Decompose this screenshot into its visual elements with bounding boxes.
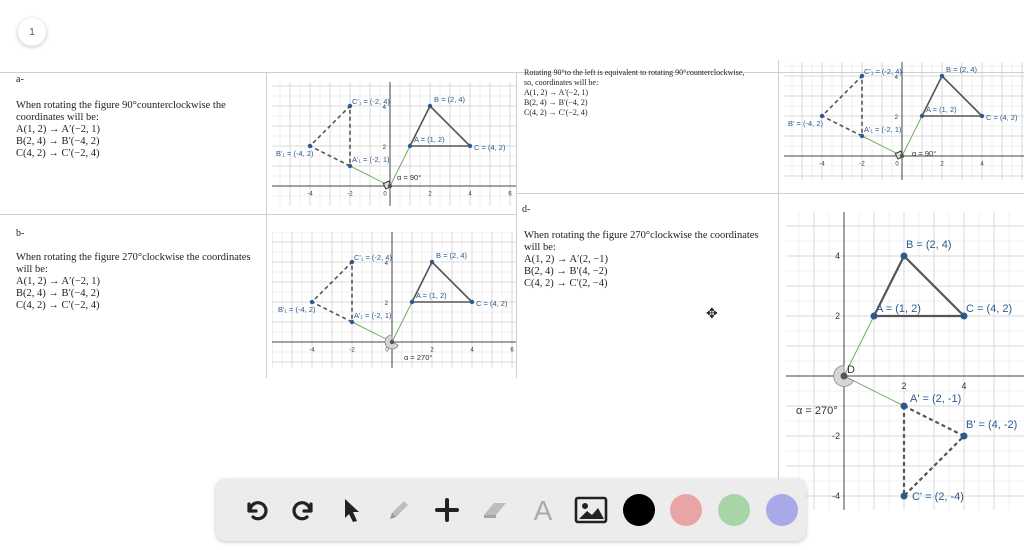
y-tick-label: 4 — [384, 261, 388, 267]
point-a1 — [860, 134, 864, 138]
point-label: A = (1, 2) — [414, 135, 445, 144]
point-b1 — [310, 300, 314, 304]
x-tick-label: 4 — [470, 347, 474, 354]
angle-label: α = 90° — [912, 149, 937, 158]
x-tick-label: -2 — [859, 161, 865, 168]
point-origin — [390, 340, 394, 344]
color-blue-swatch[interactable] — [758, 486, 806, 534]
graph-a — [272, 82, 516, 206]
y-tick-label: 2 — [894, 115, 898, 121]
section-b-text — [16, 252, 251, 312]
point-b — [430, 260, 434, 264]
point-label: B' = (4, -2) — [966, 419, 1018, 431]
section-d-label: d- — [522, 204, 531, 215]
point-label: B = (2, 4) — [906, 239, 952, 251]
point-b — [940, 74, 944, 78]
section-b-line: will be: — [16, 264, 48, 275]
point-label: A' = (2, -1) — [910, 393, 962, 405]
x-tick-label: -2 — [347, 191, 353, 198]
y-tick-label: 2 — [384, 301, 388, 307]
x-tick-label: -4 — [307, 191, 313, 198]
point-c — [468, 144, 472, 148]
x-tick-label: -4 — [309, 347, 315, 354]
section-b-line: C(4, 2) → C′(−2, 4) — [16, 300, 100, 311]
y-tick-label: 2 — [835, 311, 840, 321]
point-label: B = (2, 4) — [946, 65, 978, 74]
point-a1 — [901, 403, 908, 410]
section-a-line: A(1, 2) → A′(−2, 1) — [16, 124, 101, 135]
section-d-line: When rotating the figure 270°clockwise the coordinates — [524, 230, 759, 241]
redo-icon[interactable] — [280, 486, 328, 534]
middle-divider-left — [0, 214, 516, 215]
point-b1 — [308, 144, 312, 148]
point-label: C'₁ = (-2, 4) — [352, 97, 390, 106]
section-b-label: b- — [16, 228, 25, 239]
point-label: A = (1, 2) — [876, 303, 921, 315]
y-tick-label: 4 — [835, 251, 840, 261]
x-tick-label: 4 — [961, 381, 967, 391]
x-tick-label: 0 — [385, 347, 389, 354]
vertical-divider-2 — [516, 72, 517, 378]
point-a — [410, 300, 414, 304]
point-c — [470, 300, 474, 304]
angle-label: α = 270° — [404, 353, 433, 362]
angle-label: α = 270° — [796, 405, 838, 417]
eraser-icon[interactable] — [471, 486, 519, 534]
section-c-line: C(4, 2) → C′(−2, 4) — [524, 108, 588, 117]
point-origin — [388, 184, 392, 188]
x-tick-label: 2 — [430, 347, 434, 354]
point-label: C = (4, 2) — [476, 299, 508, 308]
color-swatch — [670, 494, 702, 526]
point-label: C = (4, 2) — [966, 303, 1013, 315]
x-tick-label: 6 — [510, 347, 514, 354]
section-a-label: a- — [16, 74, 24, 85]
image-icon[interactable] — [567, 486, 615, 534]
point-label: A = (1, 2) — [926, 105, 957, 114]
point-b — [901, 253, 908, 260]
x-tick-label: 2 — [940, 161, 944, 168]
point-a1 — [350, 320, 354, 324]
point-c1 — [901, 493, 908, 500]
point-label: B = (2, 4) — [434, 95, 466, 104]
vertical-divider-1 — [266, 72, 267, 378]
section-c-text — [524, 68, 744, 118]
y-tick-label: 4 — [382, 105, 386, 111]
color-swatch — [623, 494, 655, 526]
point-label: B'₁ = (-4, 2) — [278, 305, 316, 314]
page-number-badge[interactable]: 1 — [18, 18, 46, 46]
point-b1 — [961, 433, 968, 440]
point-label: A'₁ = (-2, 1) — [354, 311, 392, 320]
x-tick-label: 4 — [468, 191, 472, 198]
drawing-toolbar — [216, 479, 806, 541]
x-tick-label: 4 — [980, 161, 984, 168]
section-b-line: B(2, 4) → B′(−4, 2) — [16, 288, 100, 299]
pen-icon[interactable] — [375, 486, 423, 534]
point-label: B'₁ = (-4, 2) — [276, 149, 314, 158]
graph-b — [272, 232, 516, 368]
x-tick-label: -4 — [819, 161, 825, 168]
middle-divider-right — [516, 193, 1024, 194]
section-a-line: coordinates will be: — [16, 112, 99, 123]
section-a-text — [16, 100, 226, 160]
point-a — [408, 144, 412, 148]
y-tick-label: 2 — [382, 145, 386, 151]
x-tick-label: 6 — [508, 191, 512, 198]
vertical-divider-3 — [778, 60, 779, 520]
section-c-line: A(1, 2) → A′(−2, 1) — [524, 88, 589, 97]
x-tick-label: 2 — [901, 381, 907, 391]
point-label: C = (4, 2) — [986, 113, 1018, 122]
section-a-line: B(2, 4) → B′(−4, 2) — [16, 136, 100, 147]
point-a — [920, 114, 924, 118]
point-b1 — [820, 114, 824, 118]
section-c-line: so, coordinates will be: — [524, 78, 599, 87]
y-tick-label: -2 — [832, 431, 840, 441]
y-tick-label: -4 — [832, 491, 840, 501]
color-green-swatch[interactable] — [710, 486, 758, 534]
point-b — [428, 104, 432, 108]
color-swatch — [766, 494, 798, 526]
section-d-text — [524, 230, 759, 290]
section-b-line: A(1, 2) → A′(−2, 1) — [16, 276, 101, 287]
point-label: C' = (2, -4) — [912, 491, 964, 503]
section-b-line: When rotating the figure 270°clockwise the coordinates — [16, 252, 251, 263]
section-c-line: B(2, 4) → B′(−4, 2) — [524, 98, 588, 107]
point-d-label: D — [847, 364, 855, 376]
color-black-swatch[interactable] — [615, 486, 663, 534]
section-d-line: will be: — [524, 242, 556, 253]
text-icon[interactable] — [519, 486, 567, 534]
point-label: A = (1, 2) — [416, 291, 447, 300]
graph-d — [786, 212, 1024, 510]
x-tick-label: -2 — [349, 347, 355, 354]
point-label: B = (2, 4) — [436, 251, 468, 260]
section-c-line: Rotating 90°to the left is equivalent to rotating 90°counterclockwise, — [524, 68, 745, 77]
point-label: A'₁ = (-2, 1) — [864, 125, 902, 134]
svg-text:A: A — [533, 495, 553, 525]
section-a-line: C(4, 2) → C′(−2, 4) — [16, 148, 100, 159]
point-label: C'₁ = (-2, 4) — [354, 253, 392, 262]
undo-icon[interactable] — [232, 486, 280, 534]
move-cursor-icon: ✥ — [706, 306, 718, 322]
point-label: B' = (-4, 2) — [788, 119, 823, 128]
section-d-line: B(2, 4) → B′(4, −2) — [524, 266, 608, 277]
angle-label: α = 90° — [397, 173, 422, 182]
point-label: A'₁ = (-2, 1) — [352, 155, 390, 164]
section-d-line: A(1, 2) → A′(2, −1) — [524, 254, 609, 265]
pointer-icon[interactable] — [328, 486, 376, 534]
y-tick-label: 4 — [894, 75, 898, 81]
section-a-line: When rotating the figure 90°counterclockwise the — [16, 100, 226, 111]
x-tick-label: 0 — [895, 161, 899, 168]
section-d-line: C(4, 2) → C′(2, −4) — [524, 278, 608, 289]
graph-c — [784, 62, 1024, 180]
color-swatch — [718, 494, 750, 526]
point-a1 — [348, 164, 352, 168]
point-label: C = (4, 2) — [474, 143, 506, 152]
point-label: C'₁ = (-2, 4) — [864, 67, 902, 76]
point-origin — [900, 154, 904, 158]
point-c — [980, 114, 984, 118]
x-tick-label: 0 — [383, 191, 387, 198]
add-icon[interactable] — [423, 486, 471, 534]
x-tick-label: 2 — [428, 191, 432, 198]
color-pink-swatch[interactable] — [662, 486, 710, 534]
